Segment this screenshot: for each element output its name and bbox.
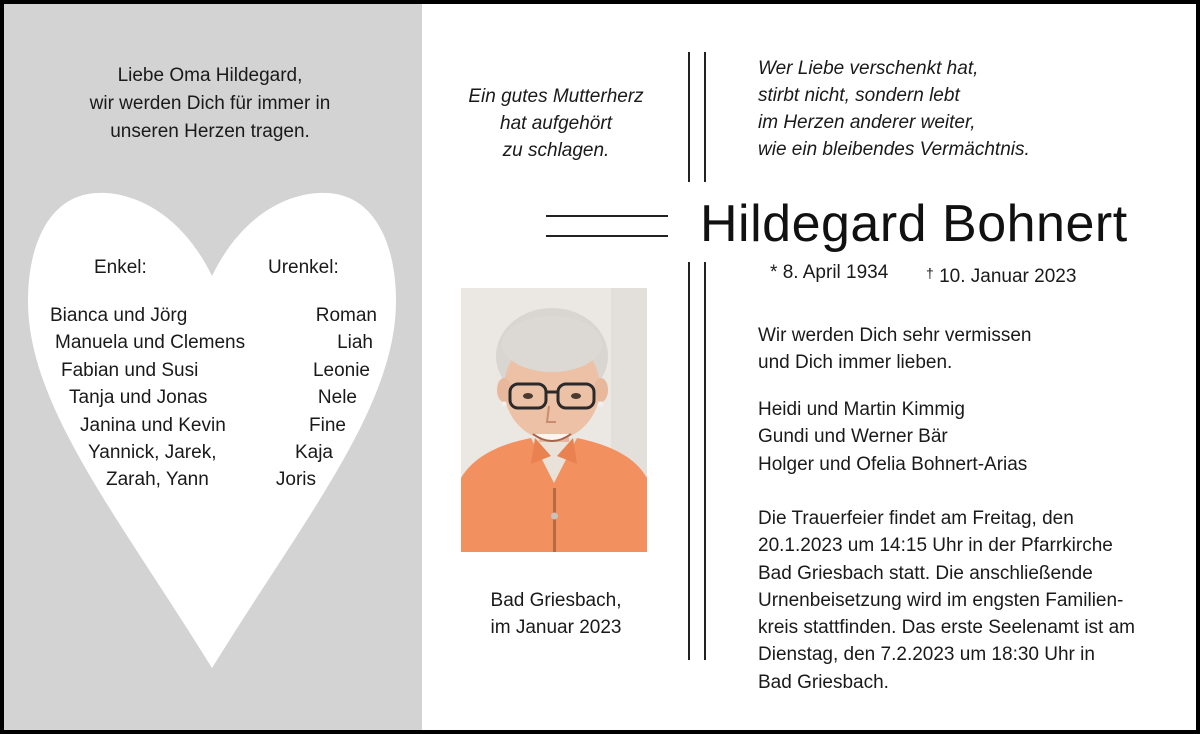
list-item: Fabian und Susi (61, 359, 199, 381)
list-item: Kaja (294, 441, 333, 463)
divider-line (704, 262, 706, 660)
notice-line: kreis stattfinden. Das erste Seelenamt ist am (758, 617, 1135, 639)
family-line: Heidi und Martin Kimmig (758, 399, 965, 420)
middle-verse (440, 83, 672, 164)
urenkel-heading: Urenkel: (268, 257, 339, 278)
middle-verse-line: hat aufgehört (500, 113, 612, 134)
place-line: Bad Griesbach, (490, 590, 622, 611)
family-line: Gundi und Werner Bär (758, 426, 948, 448)
birth-symbol: * (770, 262, 778, 283)
notice-line: Bad Griesbach statt. Die anschließende (758, 562, 1093, 584)
death-date-text: 10. Januar 2023 (939, 266, 1077, 287)
middle-verse-line: zu schlagen. (502, 140, 610, 161)
list-item: Leonie (312, 359, 370, 381)
list-item: Manuela und Clemens (55, 332, 246, 354)
farewell-message (758, 322, 1031, 377)
right-verse-line: wie ein bleibendes Vermächtnis. (758, 139, 1030, 160)
notice-line: Die Trauerfeier findet am Freitag, den (758, 508, 1074, 529)
left-verse-line: Liebe Oma Hildegard, (117, 65, 303, 86)
list-item: Fine (309, 414, 346, 436)
message-line: Wir werden Dich sehr vermissen (758, 325, 1032, 346)
deceased-name: Hildegard Bohnert (700, 195, 1128, 253)
list-item: Joris (275, 469, 316, 491)
notice-line: Bad Griesbach. (758, 671, 889, 693)
portrait-illustration (461, 288, 647, 552)
death-symbol: † (926, 265, 934, 281)
list-item: Janina und Kevin (80, 414, 226, 436)
urenkel-list (0, 302, 377, 494)
left-verse-line: wir werden Dich für immer in (89, 93, 331, 114)
list-item: Nele (317, 387, 357, 409)
middle-verse-line: Ein gutes Mutterherz (468, 86, 644, 107)
list-item: Zarah, Yann (106, 469, 209, 491)
place-and-date (440, 587, 672, 641)
notice-line: Urnenbeisetzung wird im engsten Familien- (758, 589, 1124, 611)
birth-date-text: 8. April 1934 (782, 262, 889, 283)
message-line: und Dich immer lieben. (758, 352, 953, 374)
list-item: Yannick, Jarek, (88, 441, 217, 463)
right-verse-line: stirbt nicht, sondern lebt (758, 85, 960, 106)
divider-line (546, 215, 668, 217)
right-verse (758, 55, 1030, 163)
enkel-heading: Enkel: (94, 257, 147, 278)
right-verse-line: Wer Liebe verschenkt hat, (758, 58, 979, 79)
left-verse (20, 62, 400, 146)
divider-line (704, 52, 706, 182)
list-item: Bianca und Jörg (50, 305, 188, 326)
family-list (758, 396, 1027, 478)
list-item: Liah (337, 332, 373, 354)
portrait-photo (461, 288, 647, 552)
place-line: im Januar 2023 (490, 617, 622, 638)
notice-line: 20.1.2023 um 14:15 Uhr in der Pfarrkirche (758, 535, 1113, 557)
divider-line (546, 235, 668, 237)
notice-line: Dienstag, den 7.2.2023 um 18:30 Uhr in (758, 644, 1095, 666)
list-item: Tanja und Jonas (69, 387, 208, 409)
family-line: Holger und Ofelia Bohnert-Arias (758, 453, 1028, 475)
birth-date (770, 261, 888, 285)
divider-line (688, 52, 690, 182)
list-item: Roman (315, 305, 377, 326)
divider-line (688, 262, 690, 660)
left-verse-line: unseren Herzen tragen. (110, 121, 310, 142)
funeral-notice (758, 505, 1135, 696)
right-verse-line: im Herzen anderer weiter, (758, 112, 976, 133)
death-date (926, 261, 1076, 289)
